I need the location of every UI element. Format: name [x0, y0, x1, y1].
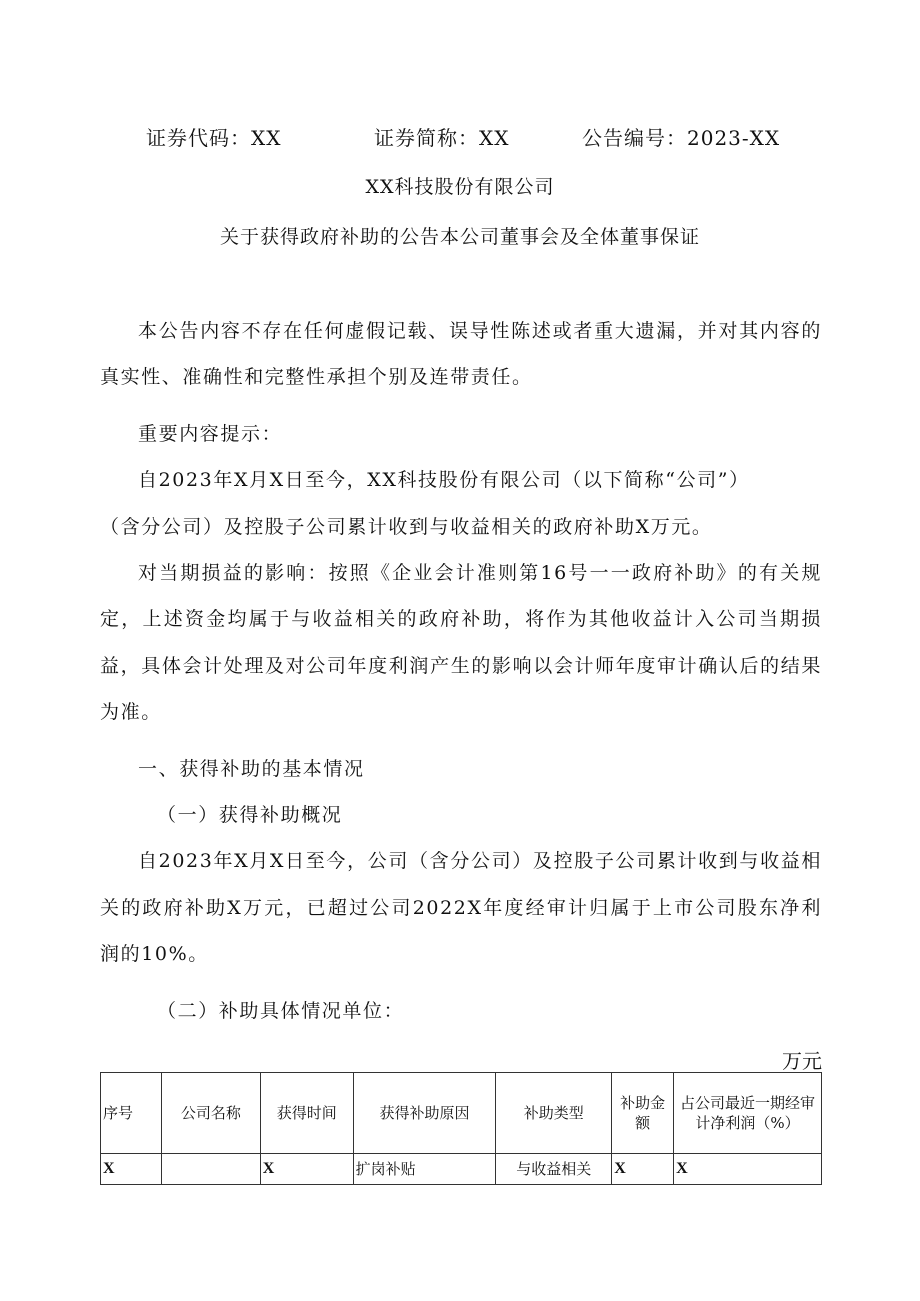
cell-company-name: [161, 1154, 260, 1185]
header-ratio: 占公司最近一期经审计净利润（%）: [674, 1073, 822, 1154]
header-type: 补助类型: [496, 1073, 612, 1154]
table-header-row: [101, 1073, 822, 1154]
section-heading-1: 一、获得补助的基本情况: [138, 757, 365, 780]
header-index: 序号: [101, 1073, 162, 1154]
header-amount: 补助金额: [612, 1073, 674, 1154]
summary-paragraph-line2: （含分公司）及控股子公司累计收到与收益相关的政府补助X万元。: [100, 515, 713, 538]
impact-paragraph: 对当期损益的影响：按照《企业会计准则第16号一一政府补助》的有关规定，上述资金均属于与收益相关的政府补助，将作为其他收益计入公司当期损益，具体会计处理及对公司年度利润产生的影响以会计师年度审计确认后的结果为准。: [100, 562, 822, 724]
subsection-heading-2: （二）补助具体情况单位：: [157, 999, 405, 1022]
announcement-body: [100, 308, 822, 1034]
disclaimer-paragraph: 本公告内容不存在任何虚假记载、误导性陈述或者重大遗漏，并对其内容的真实性、准确性和完整性承担个别及连带责任。: [100, 320, 822, 389]
overview-paragraph: 自2023年X月X日至今，公司（含分公司）及控股子公司累计收到与收益相关的政府补助X万元，已超过公司2022X年度经审计归属于上市公司股东净利润的10%。: [100, 850, 822, 966]
header-reason: 获得补助原因: [353, 1073, 496, 1154]
announcement-number: 公告编号：2023-XX: [582, 126, 781, 150]
stock-code: 证券代码：XX: [146, 126, 282, 150]
announcement-title: 关于获得政府补助的公告本公司董事会及全体董事保证: [219, 226, 700, 248]
announcement-header: [146, 122, 796, 156]
cell-ratio: X: [674, 1154, 822, 1185]
key-points-heading: 重要内容提示：: [138, 422, 283, 445]
summary-paragraph-line1: 自2023年X月X日至今，XX科技股份有限公司（以下简称“公司”）: [138, 469, 750, 492]
header-date: 获得时间: [260, 1073, 353, 1154]
header-company-name: 公司名称: [161, 1073, 260, 1154]
cell-type: 与收益相关: [496, 1154, 612, 1185]
cell-reason: 扩岗补贴: [353, 1154, 496, 1185]
cell-index: X: [101, 1154, 162, 1185]
table-row: [101, 1154, 822, 1185]
stock-abbr: 证券简称：XX: [374, 126, 510, 150]
cell-date: X: [260, 1154, 353, 1185]
unit-label: 万元: [782, 1049, 822, 1073]
subsidy-table: [100, 1072, 822, 1185]
company-name: XX科技股份有限公司: [365, 176, 555, 198]
subsection-heading-1: （一）获得补助概况: [157, 804, 343, 827]
cell-amount: X: [612, 1154, 674, 1185]
